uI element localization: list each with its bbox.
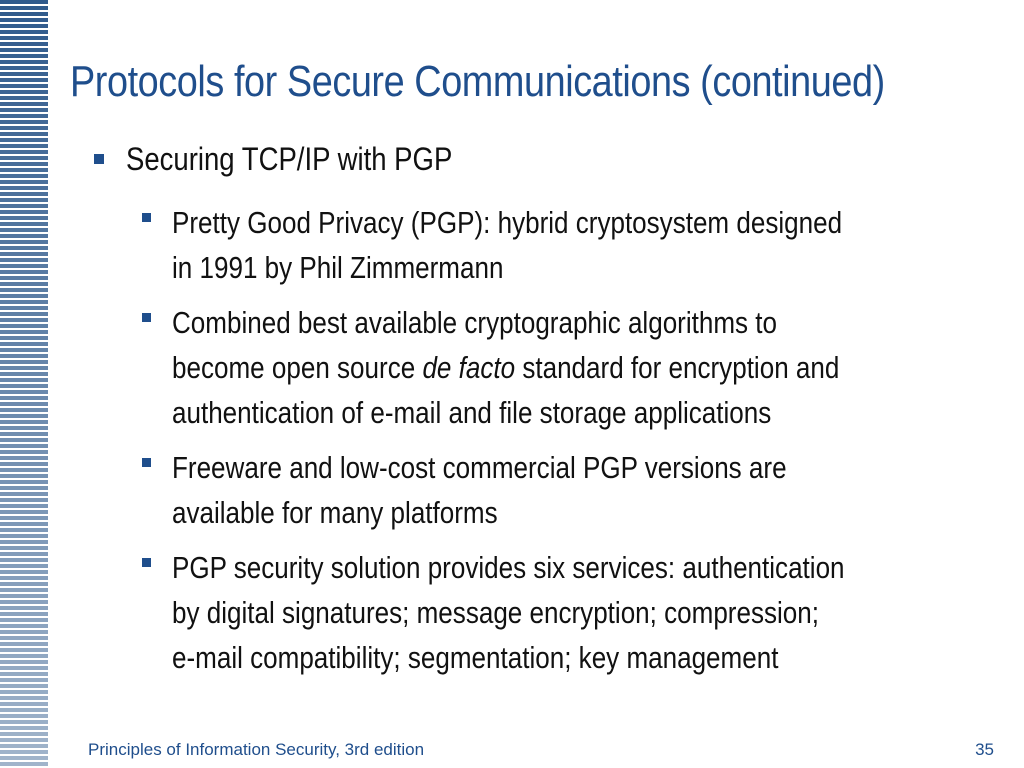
sub-bullet-list — [132, 200, 986, 680]
text-line: Pretty Good Privacy (PGP): hybrid cryptosystem designed — [172, 205, 843, 240]
bullet-securing-tcpip — [86, 138, 986, 180]
text-line: Combined best available cryptographic algorithms to — [172, 305, 778, 340]
text-line: authentication of e-mail and file storage applications — [172, 395, 772, 430]
square-bullet-icon — [94, 154, 104, 164]
text-line: by digital signatures; message encryption; compression; — [172, 595, 819, 630]
sub-bullet-text — [172, 300, 856, 435]
text-fragment: standard for encryption and — [515, 350, 840, 385]
square-bullet-icon — [142, 313, 151, 322]
square-bullet-icon — [142, 458, 151, 467]
text-line: Freeware and low-cost commercial PGP versions are — [172, 450, 787, 485]
text-line — [172, 345, 856, 390]
text-line: in 1991 by Phil Zimmermann — [172, 250, 504, 285]
bullet-text: Securing TCP/IP with PGP — [126, 141, 453, 177]
text-line: e-mail compatibility; segmentation; key management — [172, 640, 779, 675]
sub-bullet-text — [172, 445, 856, 535]
footer-page-number: 35 — [975, 740, 994, 759]
text-fragment: become open source — [172, 350, 423, 385]
sub-bullet-freeware — [132, 445, 986, 535]
text-line: PGP security solution provides six services: authentication — [172, 550, 845, 585]
text-line: available for many platforms — [172, 495, 498, 530]
footer-book-title: Principles of Information Security, 3rd edition — [88, 740, 425, 759]
square-bullet-icon — [142, 558, 151, 567]
sub-bullet-six-services — [132, 545, 986, 680]
sub-bullet-text — [172, 200, 856, 290]
square-bullet-icon — [142, 213, 151, 222]
sub-bullet-combined-algorithms — [132, 300, 986, 435]
decorative-stripe-bar — [0, 0, 48, 768]
italic-term: de facto — [422, 350, 516, 385]
slide-title: Protocols for Secure Communications (continued) — [70, 57, 885, 106]
sub-bullet-text — [172, 545, 856, 680]
slide-content — [86, 138, 986, 690]
sub-bullet-pgp-definition — [132, 200, 986, 290]
